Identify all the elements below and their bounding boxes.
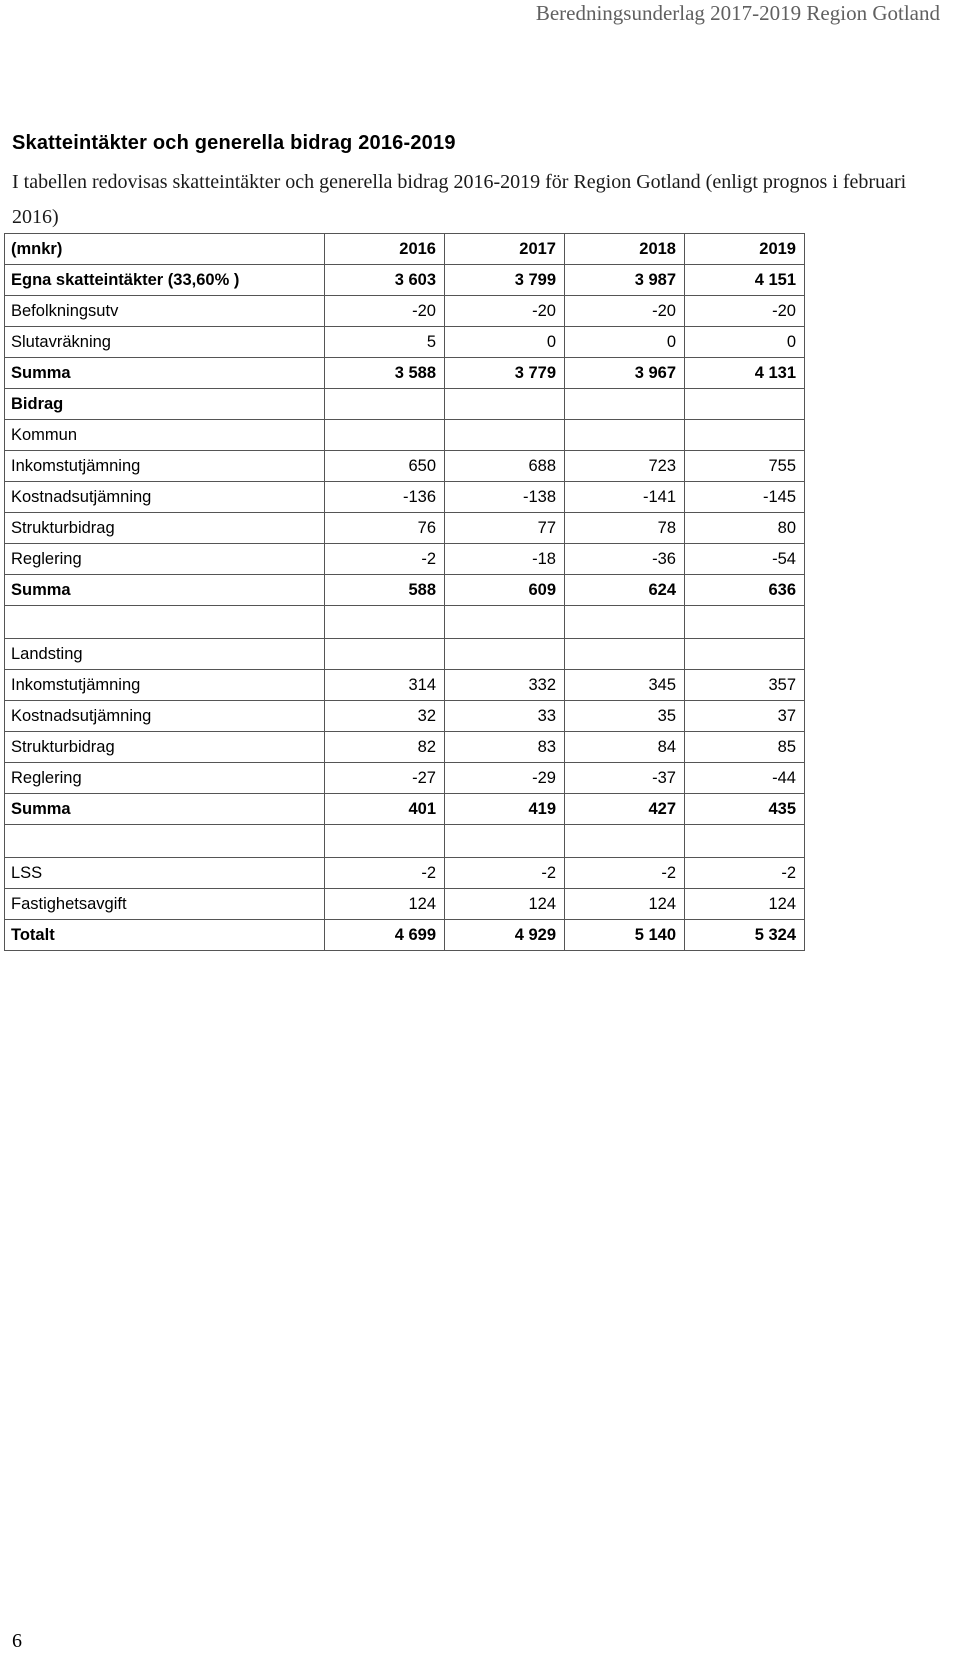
row-label bbox=[5, 606, 325, 639]
value-2018 bbox=[565, 420, 685, 451]
table-row bbox=[5, 732, 805, 763]
header-cell-2017: 2017 bbox=[445, 234, 565, 265]
value-2019: 4 131 bbox=[685, 358, 805, 389]
table-row bbox=[5, 670, 805, 701]
value-2018: 345 bbox=[565, 670, 685, 701]
value-2017: 332 bbox=[445, 670, 565, 701]
value-2016 bbox=[325, 420, 445, 451]
value-2016 bbox=[325, 825, 445, 858]
table-row bbox=[5, 358, 805, 389]
value-2016 bbox=[325, 606, 445, 639]
page-number: 6 bbox=[12, 1630, 22, 1652]
value-2019: 357 bbox=[685, 670, 805, 701]
value-2016: 314 bbox=[325, 670, 445, 701]
value-2016: -27 bbox=[325, 763, 445, 794]
value-2016: 82 bbox=[325, 732, 445, 763]
value-2018: 78 bbox=[565, 513, 685, 544]
value-2019: -20 bbox=[685, 296, 805, 327]
table-row bbox=[5, 265, 805, 296]
value-2018: 5 140 bbox=[565, 920, 685, 951]
value-2018: 84 bbox=[565, 732, 685, 763]
value-2019: 435 bbox=[685, 794, 805, 825]
value-2019: -2 bbox=[685, 858, 805, 889]
value-2017: -2 bbox=[445, 858, 565, 889]
value-2016: 588 bbox=[325, 575, 445, 606]
intro-paragraph: I tabellen redovisas skatteintäkter och generella bidrag 2016-2019 för Region Gotland (enligt prognos i februari 2016) bbox=[12, 171, 907, 228]
value-2019: 4 151 bbox=[685, 265, 805, 296]
value-2018: -20 bbox=[565, 296, 685, 327]
value-2018 bbox=[565, 389, 685, 420]
table-row bbox=[5, 639, 805, 670]
value-2019: -44 bbox=[685, 763, 805, 794]
value-2017 bbox=[445, 420, 565, 451]
value-2016 bbox=[325, 639, 445, 670]
table-row bbox=[5, 296, 805, 327]
value-2016 bbox=[325, 389, 445, 420]
value-2016: -20 bbox=[325, 296, 445, 327]
value-2017: 3 799 bbox=[445, 265, 565, 296]
table-row bbox=[5, 482, 805, 513]
value-2018 bbox=[565, 825, 685, 858]
value-2019 bbox=[685, 420, 805, 451]
row-label: Reglering bbox=[5, 544, 325, 575]
row-label: Strukturbidrag bbox=[5, 732, 325, 763]
value-2017: 33 bbox=[445, 701, 565, 732]
running-header: Beredningsunderlag 2017-2019 Region Gotland bbox=[535, 1, 940, 25]
value-2018: 124 bbox=[565, 889, 685, 920]
value-2017: 124 bbox=[445, 889, 565, 920]
value-2018 bbox=[565, 639, 685, 670]
row-label bbox=[5, 825, 325, 858]
value-2018 bbox=[565, 606, 685, 639]
value-2018: 3 967 bbox=[565, 358, 685, 389]
value-2019: 85 bbox=[685, 732, 805, 763]
value-2016: 401 bbox=[325, 794, 445, 825]
value-2016: 32 bbox=[325, 701, 445, 732]
value-2017: -138 bbox=[445, 482, 565, 513]
value-2016: 650 bbox=[325, 451, 445, 482]
value-2017: -29 bbox=[445, 763, 565, 794]
table-row bbox=[5, 575, 805, 606]
value-2019: 5 324 bbox=[685, 920, 805, 951]
table-row bbox=[5, 889, 805, 920]
row-label: Kommun bbox=[5, 420, 325, 451]
value-2019 bbox=[685, 639, 805, 670]
row-label: Strukturbidrag bbox=[5, 513, 325, 544]
table-row bbox=[5, 389, 805, 420]
value-2019 bbox=[685, 825, 805, 858]
value-2017: 609 bbox=[445, 575, 565, 606]
table-row bbox=[5, 794, 805, 825]
row-label: Slutavräkning bbox=[5, 327, 325, 358]
row-label: Summa bbox=[5, 358, 325, 389]
value-2017 bbox=[445, 639, 565, 670]
row-label: Befolkningsutv bbox=[5, 296, 325, 327]
row-label: Egna skatteintäkter (33,60% ) bbox=[5, 265, 325, 296]
value-2018: -141 bbox=[565, 482, 685, 513]
value-2017: 83 bbox=[445, 732, 565, 763]
value-2017: 419 bbox=[445, 794, 565, 825]
table-row bbox=[5, 544, 805, 575]
section-title: Skatteintäkter och generella bidrag 2016-2019 bbox=[12, 132, 456, 154]
value-2019: 37 bbox=[685, 701, 805, 732]
value-2018: 624 bbox=[565, 575, 685, 606]
value-2018: 0 bbox=[565, 327, 685, 358]
table-row bbox=[5, 513, 805, 544]
value-2016: -2 bbox=[325, 858, 445, 889]
value-2019: 755 bbox=[685, 451, 805, 482]
value-2018: 3 987 bbox=[565, 265, 685, 296]
table-row bbox=[5, 327, 805, 358]
row-label: Kostnadsutjämning bbox=[5, 701, 325, 732]
value-2017: 0 bbox=[445, 327, 565, 358]
header-cell-2019: 2019 bbox=[685, 234, 805, 265]
value-2016: -136 bbox=[325, 482, 445, 513]
row-label: Fastighetsavgift bbox=[5, 889, 325, 920]
row-label: Inkomstutjämning bbox=[5, 670, 325, 701]
value-2016: -2 bbox=[325, 544, 445, 575]
value-2017 bbox=[445, 389, 565, 420]
row-label: Reglering bbox=[5, 763, 325, 794]
value-2018: 35 bbox=[565, 701, 685, 732]
row-label: Bidrag bbox=[5, 389, 325, 420]
value-2019: -54 bbox=[685, 544, 805, 575]
value-2018: 723 bbox=[565, 451, 685, 482]
tax-revenue-table bbox=[4, 233, 805, 951]
row-label: Inkomstutjämning bbox=[5, 451, 325, 482]
value-2016: 3 588 bbox=[325, 358, 445, 389]
header-cell-2016: 2016 bbox=[325, 234, 445, 265]
value-2017: -18 bbox=[445, 544, 565, 575]
value-2016: 3 603 bbox=[325, 265, 445, 296]
value-2016: 4 699 bbox=[325, 920, 445, 951]
table-row bbox=[5, 701, 805, 732]
value-2017: 4 929 bbox=[445, 920, 565, 951]
table-row bbox=[5, 920, 805, 951]
value-2017: 77 bbox=[445, 513, 565, 544]
value-2016: 5 bbox=[325, 327, 445, 358]
value-2017 bbox=[445, 825, 565, 858]
value-2019 bbox=[685, 606, 805, 639]
value-2019: -145 bbox=[685, 482, 805, 513]
row-label: Summa bbox=[5, 794, 325, 825]
value-2019: 0 bbox=[685, 327, 805, 358]
value-2018: 427 bbox=[565, 794, 685, 825]
table-row bbox=[5, 763, 805, 794]
value-2019 bbox=[685, 389, 805, 420]
row-label: Kostnadsutjämning bbox=[5, 482, 325, 513]
value-2018: -36 bbox=[565, 544, 685, 575]
value-2019: 124 bbox=[685, 889, 805, 920]
table-header-row bbox=[5, 234, 805, 265]
value-2016: 76 bbox=[325, 513, 445, 544]
row-label: Landsting bbox=[5, 639, 325, 670]
value-2017: -20 bbox=[445, 296, 565, 327]
value-2017: 3 779 bbox=[445, 358, 565, 389]
header-cell-2018: 2018 bbox=[565, 234, 685, 265]
value-2018: -2 bbox=[565, 858, 685, 889]
header-cell-unit: (mnkr) bbox=[5, 234, 325, 265]
table-row bbox=[5, 451, 805, 482]
value-2019: 80 bbox=[685, 513, 805, 544]
row-label: LSS bbox=[5, 858, 325, 889]
spacer-row bbox=[5, 606, 805, 639]
value-2017: 688 bbox=[445, 451, 565, 482]
row-label: Summa bbox=[5, 575, 325, 606]
table-row bbox=[5, 420, 805, 451]
value-2018: -37 bbox=[565, 763, 685, 794]
spacer-row bbox=[5, 825, 805, 858]
row-label: Totalt bbox=[5, 920, 325, 951]
value-2017 bbox=[445, 606, 565, 639]
value-2019: 636 bbox=[685, 575, 805, 606]
value-2016: 124 bbox=[325, 889, 445, 920]
table-row bbox=[5, 858, 805, 889]
